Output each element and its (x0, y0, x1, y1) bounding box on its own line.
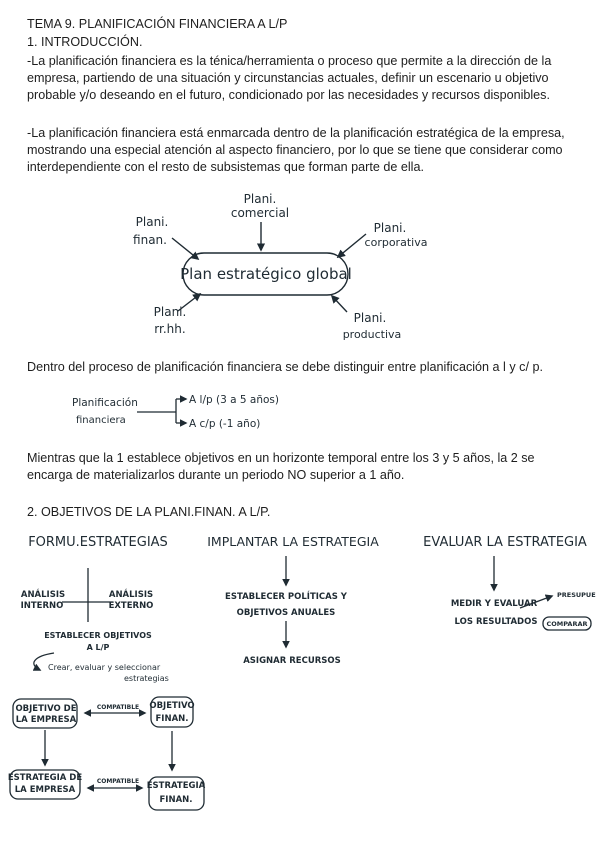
analisis-externo-line2: EXTERNO (108, 601, 154, 611)
estr-empresa-line1: ESTRATEGIA DE (7, 773, 83, 783)
plazos-corto: A c/p (-1 año) (189, 418, 261, 430)
estr-finan-line2: FINAN. (159, 795, 193, 805)
obj-empresa-line1: OBJETIVO DE (15, 704, 77, 714)
center-label: Plan estratégico global (180, 265, 352, 283)
arrow-from-productiva (332, 296, 347, 312)
obj-finan-line1: OBJETIVO (149, 701, 195, 711)
plazos-largo: A l/p (3 a 5 años) (189, 394, 279, 406)
asignar-label: ASIGNAR RECURSOS (243, 656, 341, 666)
label-tl-line1: Plani. (135, 215, 169, 229)
establecer-line2: A L/P (86, 643, 110, 652)
estr-empresa-line2: LA EMPRESA (14, 785, 76, 795)
arrow-from-financiera (172, 238, 198, 259)
analisis-interno-line2: INTERNO (20, 601, 64, 611)
doc-title: TEMA 9. PLANIFICACIÓN FINANCIERA A L/P (27, 17, 288, 31)
obj-finan-line2: FINAN. (155, 714, 189, 724)
label-tr-line2: corporativa (364, 236, 428, 249)
paragraph-distinguir: Dentro del proceso de planificación financiera se debe distinguir entre planificación a l y c/ p. (27, 360, 543, 374)
compatible-bottom: COMPATIBLE (96, 778, 140, 785)
arrow-from-corporativa (338, 234, 366, 257)
label-tr-line1: Plani. (373, 221, 407, 235)
label-top-line2: comercial (230, 206, 290, 220)
paragraph-enmarcada: -La planificación financiera está enmarcada dentro de la planificación estratégica de la empresa, mostrando una especial atención al aspecto financiero, por lo que se tiene que considerar como interdependiente con el resto de subsistemas que forman parte de ella. (27, 126, 565, 175)
estr-finan-line1: ESTRATEGIA (146, 781, 206, 791)
comparar-label: COMPARAR (546, 620, 588, 628)
crear-line2: estrategias (124, 674, 169, 683)
col3-title: EVALUAR LA ESTRATEGIA (423, 535, 587, 550)
label-br-line2: productiva (342, 328, 402, 341)
analisis-interno-line1: ANÁLISIS (20, 590, 66, 600)
col2-title: IMPLANTAR LA ESTRATEGIA (207, 534, 379, 549)
plazos-root-line1: Planificación (72, 397, 138, 409)
col1-title: FORMU.ESTRATEGIAS (28, 535, 168, 550)
label-tl-line2: finan. (133, 233, 167, 247)
section-heading-introduccion: 1. INTRODUCCIÓN. (27, 35, 143, 49)
establecer-line1: ESTABLECER OBJETIVOS (44, 631, 152, 640)
label-br-line1: Plani. (353, 311, 387, 325)
section-heading-objetivos: 2. OBJETIVOS DE LA PLANI.FINAN. A L/P. (27, 505, 271, 519)
plazos-root-line2: financiera (76, 415, 126, 426)
medir-line1: MEDIR Y EVALUAR (450, 599, 538, 609)
presupuestos-label: PRESUPUE (557, 591, 596, 599)
label-top-line1: Plani. (243, 192, 277, 206)
diagram-plazos (137, 399, 186, 423)
obj-empresa-line2: LA EMPRESA (15, 715, 77, 725)
label-bl-line1: Plani. (153, 305, 187, 319)
medir-line2: LOS RESULTADOS (454, 617, 538, 627)
compatible-top: COMPATIBLE (96, 704, 140, 711)
analisis-externo-line1: ANÁLISIS (108, 590, 154, 600)
crear-line1: Crear, evaluar y seleccionar (48, 663, 161, 672)
politicas-line1: ESTABLECER POLÍTICAS Y (225, 592, 347, 602)
label-bl-line2: rr.hh. (154, 322, 186, 336)
paragraph-definicion: -La planificación financiera es la ténica/herramienta o proceso que permite a la dirección de la empresa, partiendo de una situación y circunstancias actuales, definir un escenario u objetivo probable y/o deseando en el futuro, condicionado por las necesidades y recursos disponibles. (27, 54, 552, 103)
paragraph-horizonte: Mientras que la 1 establece objetivos en un horizonte temporal entre los 3 y 5 años, la 2 se encarga de materializarlos durante un periodo NO superior a 1 año. (27, 451, 535, 483)
politicas-line2: OBJETIVOS ANUALES (236, 608, 336, 618)
